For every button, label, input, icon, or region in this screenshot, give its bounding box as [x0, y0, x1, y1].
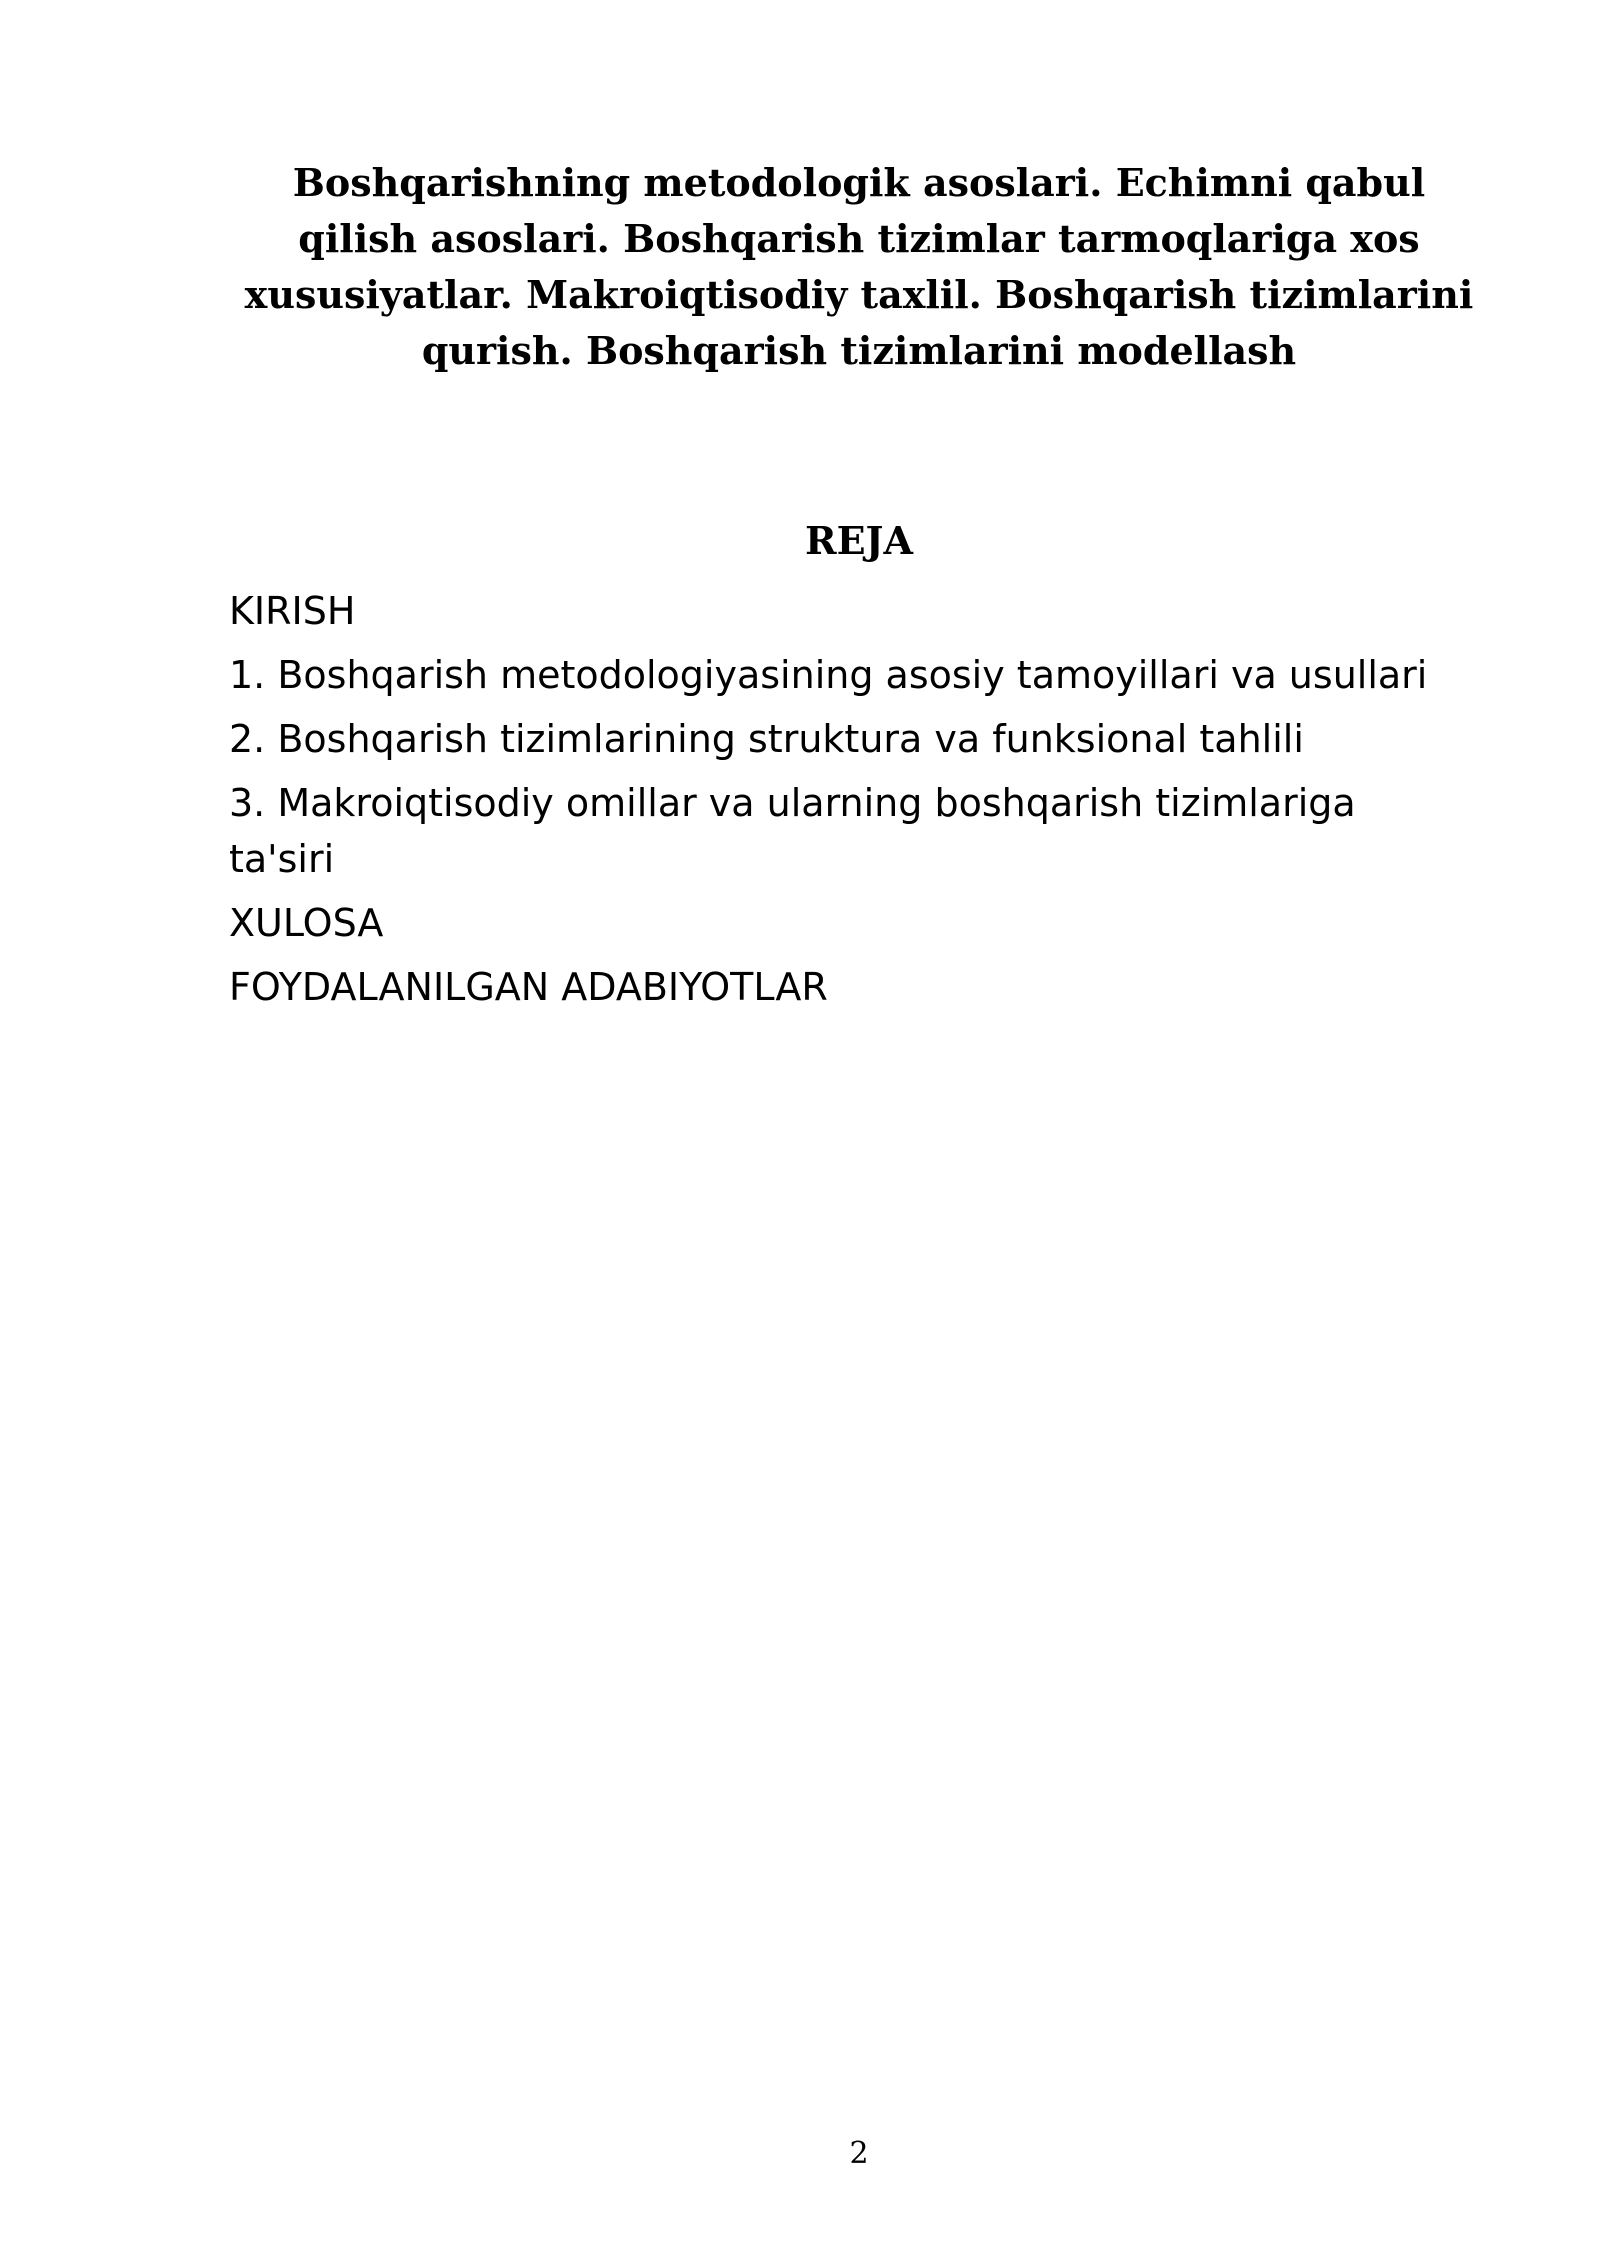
plan-item-conclusion: XULOSA [229, 901, 384, 945]
plan-item-1: 1. Boshqarish metodologiyasining asosiy tamoyillari va usullari [229, 653, 1428, 697]
plan-item-3: 3. Makroiqtisodiy omillar va ularning boshqarish tizimlariga ta'siri [229, 781, 1356, 881]
plan-item-intro: KIRISH [229, 589, 356, 633]
plan-item-references: FOYDALANILGAN ADABIYOTLAR [229, 965, 828, 1009]
plan-heading: REJA [804, 518, 913, 563]
document-title: Boshqarishning metodologik asoslari. Echimni qabul qilish asoslari. Boshqarish tizimlar tarmoqlariga xos xususiyatlar. Makroiqtisodiy taxlil. Boshqarish tizimlarini qurish. Boshqarish tizimlarini modellash [244, 160, 1474, 373]
plan-item-2: 2. Boshqarish tizimlarining struktura va funksional tahlili [229, 717, 1304, 761]
plan-list [229, 583, 1489, 1023]
page-number: 2 [849, 2136, 869, 2171]
